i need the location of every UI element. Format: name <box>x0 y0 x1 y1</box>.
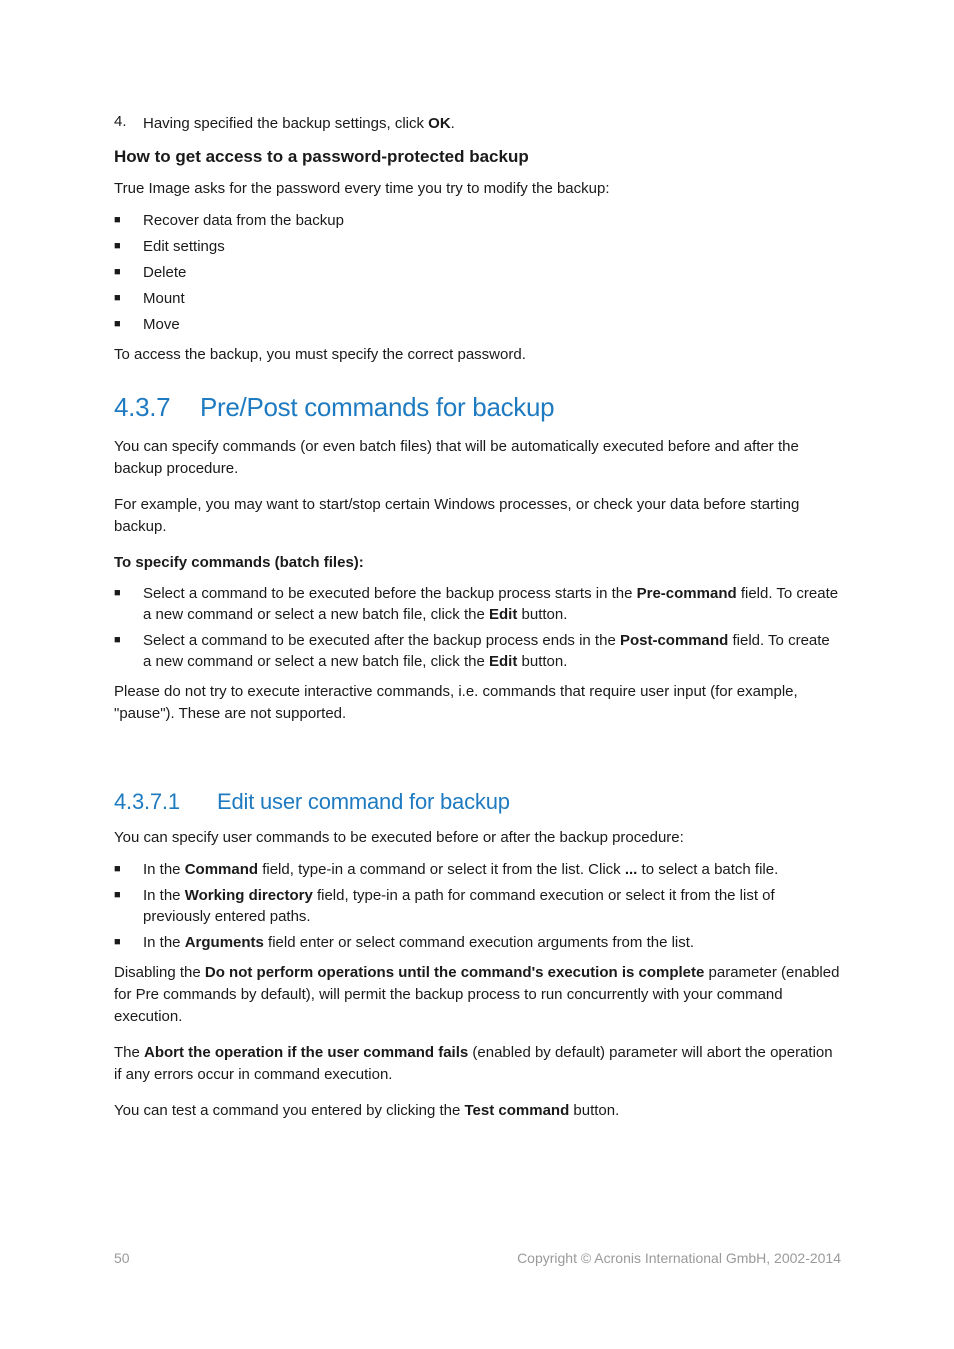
list-item: ■ In the Working directory field, type-in a path for command execution or select it from the list of previously entered paths. <box>114 887 775 925</box>
password-outro: To access the backup, you must specify the correct password. <box>114 346 526 363</box>
step-text: Having specified the backup settings, click OK. <box>143 115 455 132</box>
commands-list <box>114 583 842 672</box>
section-4371-intro: You can specify user commands to be executed before or after the backup procedure: <box>114 829 684 846</box>
password-heading: How to get access to a password-protected backup <box>114 147 529 166</box>
bullet-icon: ■ <box>114 292 121 304</box>
bullet-icon: ■ <box>114 863 121 875</box>
section-heading-4371 <box>114 787 842 817</box>
section-title: Pre/Post commands for backup <box>200 392 555 422</box>
bullet-icon: ■ <box>114 214 121 226</box>
page-footer <box>114 1250 841 1266</box>
list-item: ■ In the Arguments field enter or select command execution arguments from the list. <box>114 934 695 951</box>
password-intro: True Image asks for the password every time you try to modify the backup: <box>114 180 610 197</box>
bullet-icon: ■ <box>114 936 121 948</box>
bullet-icon: ■ <box>114 266 121 278</box>
abort-parameter-paragraph: The Abort the operation if the user command fails (enabled by default) parameter will abort the operation if any errors occur in command execution. <box>114 1044 833 1083</box>
bullet-icon: ■ <box>114 240 121 252</box>
interactive-commands-note: Please do not try to execute interactive commands, i.e. commands that require user input (for example, "pause"). These are not supported. <box>114 683 798 722</box>
test-command-paragraph: You can test a command you entered by clicking the Test command button. <box>114 1102 620 1119</box>
section-number: 4.3.7 <box>114 392 171 422</box>
section-heading-437 <box>114 390 842 424</box>
section-437-paragraph-1: You can specify commands (or even batch files) that will be automatically executed before and after the backup procedure. <box>114 438 799 477</box>
list-item: ■ Delete <box>114 264 187 281</box>
procedure-title: To specify commands (batch files): <box>114 554 364 571</box>
password-operation-list <box>114 210 842 335</box>
step-number: 4. <box>114 113 127 130</box>
section-title: Edit user command for backup <box>217 789 510 814</box>
section-number: 4.3.7.1 <box>114 789 180 814</box>
list-item: ■ Mount <box>114 290 185 307</box>
page-number: 50 <box>114 1250 130 1266</box>
bullet-icon: ■ <box>114 587 121 599</box>
bullet-icon: ■ <box>114 634 121 646</box>
section-437-paragraph-2: For example, you may want to start/stop certain Windows processes, or check your data before starting backup. <box>114 496 800 535</box>
document-page <box>114 113 842 1132</box>
copyright-notice: Copyright © Acronis International GmbH, 2002-2014 <box>517 1250 841 1266</box>
disable-parameter-paragraph: Disabling the Do not perform operations until the command's execution is complete parameter (enabled for Pre commands by default), will permit the backup process to run concurrently with your command execution. <box>114 964 840 1025</box>
list-item: ■ Recover data from the backup <box>114 212 344 229</box>
list-item: ■ Edit settings <box>114 238 225 255</box>
list-item: ■ Select a command to be executed after the backup process ends in the Post-command field. To create a new command or select a new batch file, click the Edit button. <box>114 632 830 670</box>
list-item: ■ Move <box>114 316 180 333</box>
list-item: ■ In the Command field, type-in a command or select it from the list. Click ... to select a batch file. <box>114 861 779 878</box>
list-item: ■ Select a command to be executed before the backup process starts in the Pre-command field. To create a new command or select a new batch file, click the Edit button. <box>114 585 839 623</box>
user-command-fields-list <box>114 859 842 953</box>
bullet-icon: ■ <box>114 889 121 901</box>
bullet-icon: ■ <box>114 318 121 330</box>
step-4 <box>114 113 842 135</box>
